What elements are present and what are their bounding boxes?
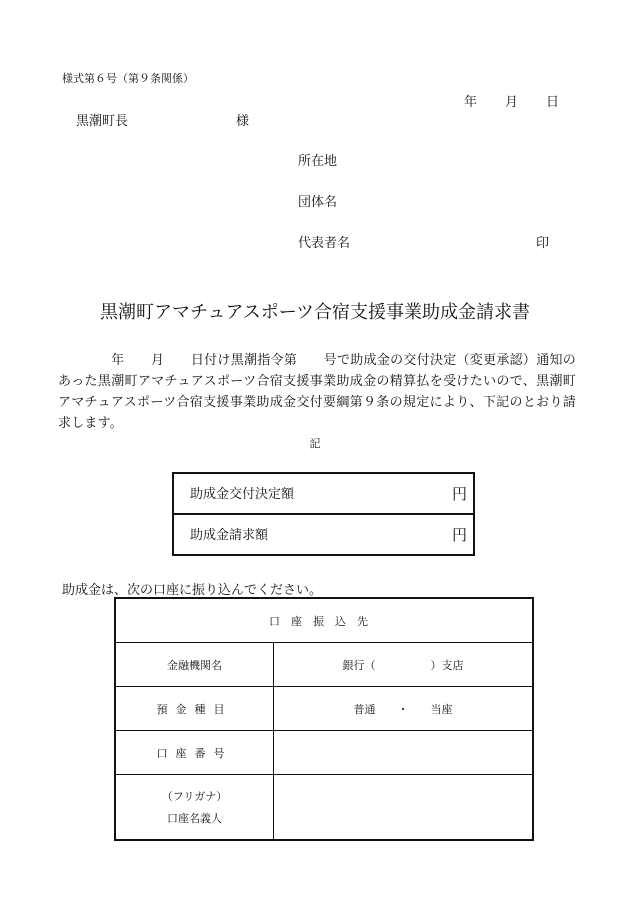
date-year: 年 [464, 95, 478, 110]
ki-mark: 記 [309, 437, 321, 450]
document-title: 黒潮町アマチュアスポーツ合宿支援事業助成金請求書 [99, 302, 531, 323]
date-line [464, 91, 559, 110]
bank-value-deposit-type: 普通 ・ 当座 [274, 687, 534, 731]
addressee-honorific: 様 [236, 114, 250, 129]
amount-table [172, 472, 475, 556]
transfer-note: 助成金は、次の口座に振り込んでください。 [62, 583, 323, 598]
bank-label-furigana: （フリガナ） [161, 790, 228, 803]
form-number: 様式第６号（第９条関係） [62, 72, 194, 85]
applicant-representative-label: 代表者名 [298, 236, 351, 251]
amount-row-decided [173, 473, 474, 514]
request-body: 年 月 日付け黒潮指令第 号で助成金の交付決定（変更承認）通知のあった黒潮町アマチュアスポーツ合宿支援事業助成金の精算払を受けたいので、黒潮町アマチュアスポーツ合宿支援事業助成金交付要綱第９条の規定により、下記のとおり請求します。 [58, 353, 576, 431]
bank-table-header-row [115, 598, 533, 643]
bank-row-account-holder [115, 775, 533, 841]
yen-unit: 円 [451, 485, 467, 503]
date-day: 日 [546, 95, 560, 110]
bank-value-account-number [274, 731, 534, 775]
amount-label-decided: 助成金交付決定額 [190, 487, 295, 502]
seal-mark: 印 [536, 236, 550, 251]
yen-unit: 円 [451, 526, 467, 544]
bank-value-account-holder [274, 775, 534, 841]
bank-label-deposit-type: 預金種目 [115, 687, 274, 731]
bank-table-header: 口座振込先 [115, 598, 533, 643]
bank-row-deposit-type [115, 687, 533, 731]
bank-label-account-number: 口座番号 [115, 731, 274, 775]
bank-row-account-number [115, 731, 533, 775]
bank-label-account-holder: 口座名義人 [167, 812, 222, 825]
date-month: 月 [505, 95, 519, 110]
addressee-name: 黒潮町長 [76, 114, 129, 129]
amount-label-requested: 助成金請求額 [190, 528, 269, 543]
bank-label-institution: 金融機関名 [115, 643, 274, 687]
applicant-group-label: 団体名 [298, 195, 338, 210]
amount-row-requested [173, 514, 474, 555]
bank-account-table [114, 597, 534, 841]
bank-row-institution [115, 643, 533, 687]
bank-value-institution: 銀行（ ）支店 [274, 643, 534, 687]
applicant-address-label: 所在地 [298, 154, 338, 169]
